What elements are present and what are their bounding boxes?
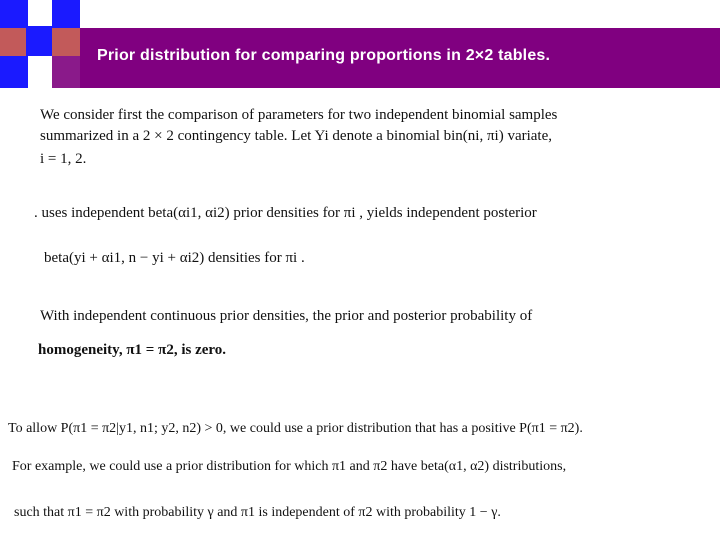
corner-square-blue-3 [26,26,54,56]
corner-square-blue-4 [0,56,28,88]
corner-square-blue-1 [0,0,28,28]
paragraph-3-line-1: With independent continuous prior densities, the prior and posterior probability of [40,308,533,324]
paragraph-1-line-1: We consider first the comparison of parameters for two independent binomial samples [40,107,558,123]
paragraph-4-line-3: such that π1 = π2 with probability γ and π1 is independent of π2 with probability 1 − γ. [14,505,501,520]
corner-square-rose-2 [52,28,80,56]
paragraph-4-line-1: To allow P(π1 = π2|y1, n1; y2, n2) > 0, we could use a prior distribution that has a positive P(π1 = π2). [8,421,583,436]
paragraph-1-line-3: i = 1, 2. [40,151,87,167]
corner-square-purple [52,56,80,88]
paragraph-3-line-2: homogeneity, π1 = π2, is zero. [38,342,227,358]
paragraph-4-line-2: For example, we could use a prior distribution for which π1 and π2 have beta(α1, α2) distributions, [12,459,567,474]
paragraph-2-line-1: . uses independent beta(αi1, αi2) prior densities for πi , yields independent posterior [34,205,537,221]
paragraph-1-line-2: summarized in a 2 × 2 contingency table. Let Yi denote a binomial bin(ni, πi) variate, [40,128,552,144]
corner-square-rose-1 [0,28,28,56]
paragraph-2-line-2: beta(yi + αi1, n − yi + αi2) densities for πi . [44,250,305,266]
corner-square-blue-2 [52,0,80,28]
slide-title: Prior distribution for comparing proportions in 2×2 tables. [97,47,551,64]
